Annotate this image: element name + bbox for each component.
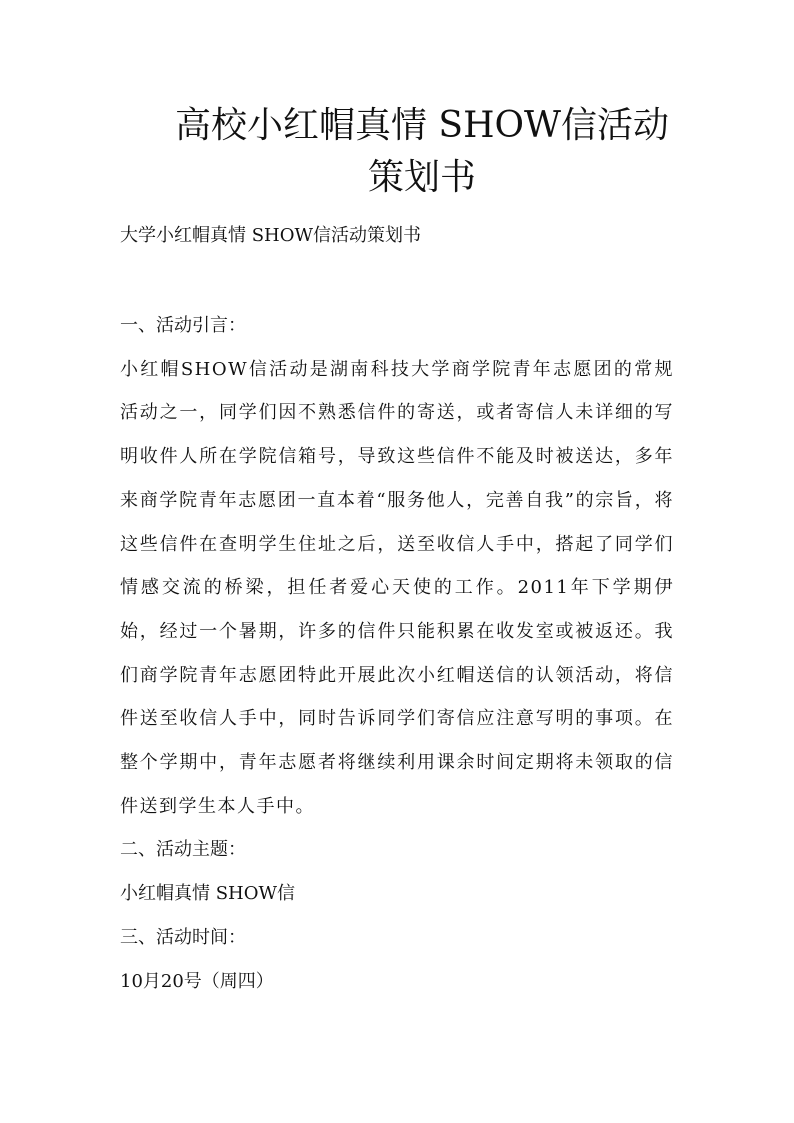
section-2-body: 小红帽真情 SHOW信 (120, 883, 296, 905)
section-1-heading: 一、活动引言： (120, 315, 246, 336)
section-3-heading: 三、活动时间： (120, 926, 246, 948)
title-line-1: 高校小红帽真情 SHOW信活动 (174, 105, 670, 146)
document-body (120, 304, 674, 1003)
section-3-body: 10月20号（周四） (120, 970, 274, 992)
title-line-2: 策划书 (367, 157, 476, 198)
document-title (120, 100, 674, 204)
section-1-body: 小红帽SHOW信活动是湖南科技大学商学院青年志愿团的常规活动之一，同学们因不熟悉信件的寄送，或者寄信人未详细的写明收件人所在学院信箱号，导致这些信件不能及时被送达，多年来商学院青年志愿团一直本着“服务他人，完善自我”的宗旨，将这些信件在查明学生住址之后，送至收信人手中，搭起了同学们情感交流的桥梁，担任者爱心天使的工作。2011年下学期伊始，经过一个暑期，许多的信件只能积累在收发室或被返还。我们商学院青年志愿团特此开展此次小红帽送信的认领活动，将信件送至收信人手中，同时告诉同学们寄信应注意写明的事项。在整个学期中，青年志愿者将继续利用课余时间定期将未领取的信件送到学生本人手中。 (120, 358, 674, 817)
section-2-heading: 二、活动主题： (120, 839, 246, 861)
document-subtitle: 大学小红帽真情 SHOW信活动策划书 (120, 225, 422, 246)
